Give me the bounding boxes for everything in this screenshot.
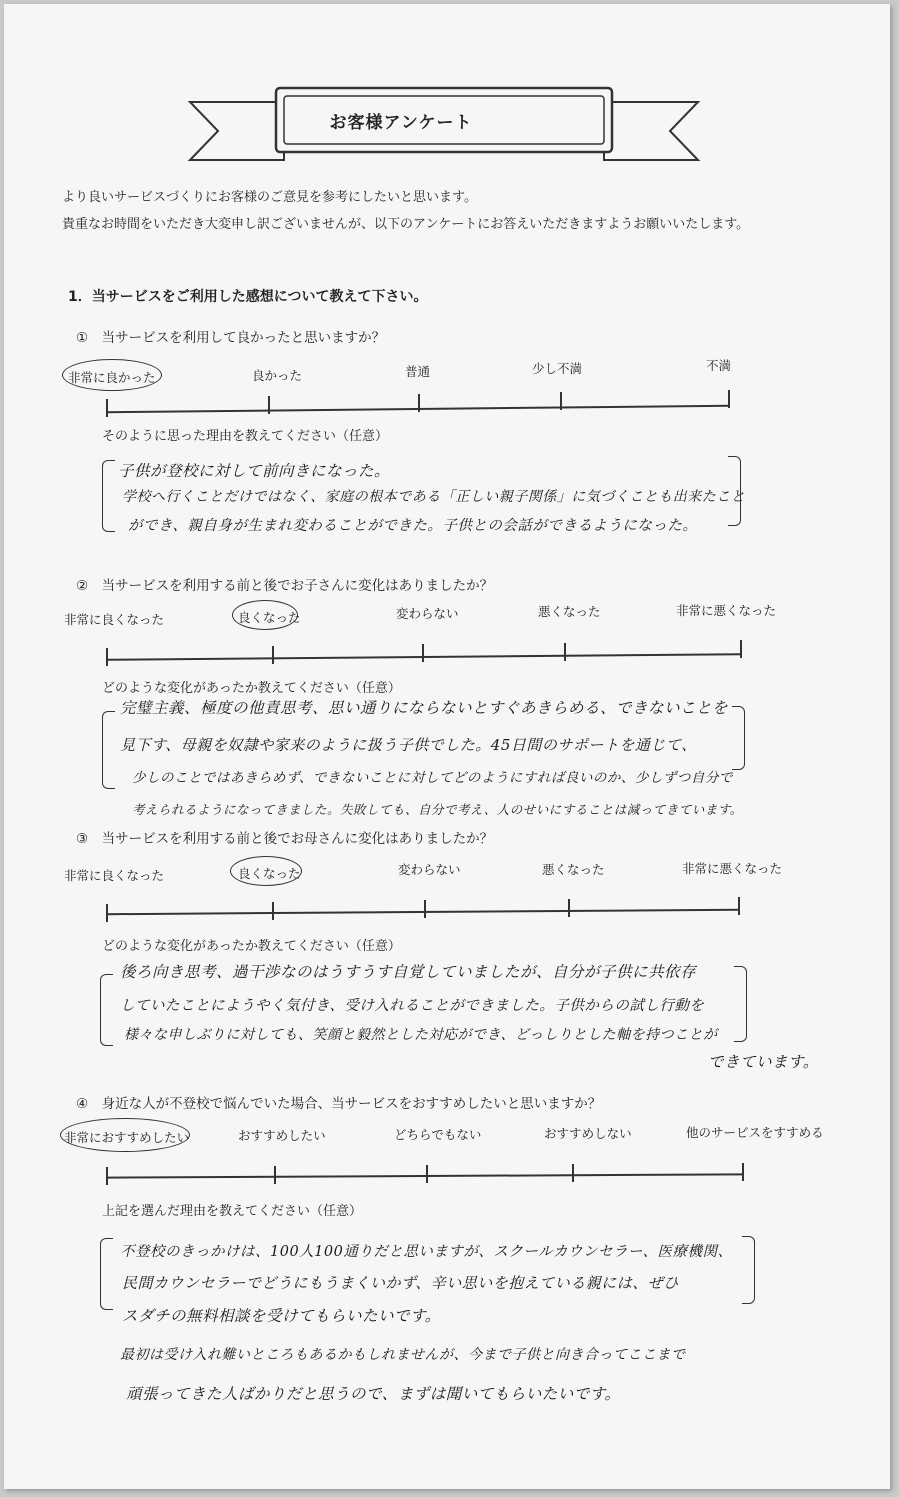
q1-answer-line: 子供が登校に対して前向きになった。 [118,462,391,480]
q3-bracket-left [100,974,113,1046]
q4-option-2[interactable]: おすすめしたい [238,1128,326,1143]
q1-option-4[interactable]: 少し不満 [532,361,583,376]
q4-scale [106,1173,744,1178]
q4-answer-line: スダチの無料相談を受けてもらいたいです。 [122,1307,441,1325]
q4-answer-line: 不登校のきっかけは、100人100通りだと思いますが、スクールカウンセラー、医療機関、 [120,1244,733,1260]
q2-option-5[interactable]: 非常に悪くなった [676,603,777,618]
q4-tick [106,1167,108,1185]
q3-reason-label: どのような変化があったか教えてください（任意） [102,939,401,954]
q3-answer-line: していたことにようやく気付き、受け入れることができました。子供からの試し行動を [120,998,705,1014]
q2-option-3[interactable]: 変わらない [396,606,459,621]
q3-tick [568,899,570,917]
q2-bracket-left [102,711,115,789]
q4-tick [426,1165,428,1183]
q2-reason-label: どのような変化があったか教えてください（任意） [102,681,401,696]
q3-option-1[interactable]: 非常に良くなった [64,868,165,883]
q2-tick [272,646,274,664]
q4-selection-circle [60,1118,190,1152]
q2-question: ② 当サービスを利用する前と後でお子さんに変化はありましたか？ [76,578,494,594]
q3-tick [738,897,740,915]
q2-option-1[interactable]: 非常に良くなった [64,612,165,627]
q4-answer-line: 最初は受け入れ難いところもあるかもしれませんが、今まで子供と向き合ってここまで [120,1347,686,1363]
q1-tick [418,394,420,412]
q4-bracket-left [100,1238,113,1310]
q4-answer-line: 民間カウンセラーでどうにもうまくいかず、辛い思いを抱えている親には、ぜひ [122,1274,679,1292]
q1-answer-line: ができ、親自身が生まれ変わることができた。子供との会話ができるようになった。 [128,518,698,534]
q4-question: ④ 身近な人が不登校で悩んでいた場合、当サービスをおすすめしたいと思いますか？ [76,1096,602,1112]
q3-tick [424,900,426,918]
q2-selection-circle [232,600,298,630]
q1-selection-circle [62,359,162,391]
q4-answer-line: 頑張ってきた人ばかりだと思うので、まずは聞いてもらいたいです。 [126,1385,621,1403]
q1-tick [728,390,730,408]
q3-answer-line: 様々な申しぶりに対しても、笑顔と毅然とした対応ができ、どっしりとした軸を持つことが [124,1027,718,1043]
q4-bracket-right [742,1236,755,1304]
q3-selection-circle [230,856,302,886]
q2-answer-line: 考えられるようになってきました。失敗しても、自分で考え、人のせいにすることは減ってきています。 [132,802,743,817]
survey-sheet [4,4,890,1489]
section-heading: 1．当サービスをご利用した感想について教えて下さい。 [68,289,428,305]
q1-tick [106,399,108,417]
q3-option-4[interactable]: 悪くなった [542,862,605,877]
intro-line-2: 貴重なお時間をいただき大変申し訳ございませんが、以下のアンケートにお答えいただきますようお願いいたします。 [62,217,750,232]
q1-option-2[interactable]: 良かった [252,368,303,383]
q1-option-5[interactable]: 不満 [706,358,732,373]
q3-tick [272,902,274,920]
q1-answer-line: 学校へ行くことだけではなく、家庭の根本である「正しい親子関係」に気づくことも出来たこと [122,489,746,505]
survey-title: お客様アンケート [329,113,473,133]
q4-option-4[interactable]: おすすめしない [544,1126,632,1141]
q4-reason-label: 上記を選んだ理由を教えてください（任意） [102,1204,363,1219]
q3-answer-line: 後ろ向き思考、過干渉なのはうすうす自覚していましたが、自分が子供に共依存 [120,963,697,981]
q1-option-3[interactable]: 普通 [405,364,431,379]
q3-answer-line: できています。 [708,1053,819,1071]
q1-tick [268,396,270,414]
q4-option-3[interactable]: どちらでもない [394,1127,482,1142]
q4-option-1[interactable]: 非常におすすめしたい [64,1130,190,1145]
q3-bracket-right [734,966,747,1042]
q1-option-1[interactable]: 非常に良かった [68,370,156,385]
q3-tick [106,904,108,922]
q1-bracket-left [102,460,115,532]
q4-tick [742,1163,744,1181]
q3-option-2[interactable]: 良くなった [238,866,301,881]
q2-option-2[interactable]: 良くなった [238,610,301,625]
q2-option-4[interactable]: 悪くなった [538,604,601,619]
q2-answer-line: 少しのことではあきらめず、できないことに対してどのようにすれば良いのか、少しずつ自分で [132,770,733,786]
q1-tick [560,392,562,410]
q3-scale [106,909,740,915]
q2-tick [422,644,424,662]
q2-answer-line: 見下す、母親を奴隷や家来のように扱う子供でした。45日間のサポートを通じて、 [120,736,697,754]
q2-tick [106,648,108,666]
q3-question: ③ 当サービスを利用する前と後でお母さんに変化はありましたか？ [76,831,494,847]
q1-reason-label: そのように思った理由を教えてください（任意） [102,429,389,444]
q3-option-3[interactable]: 変わらない [398,862,461,877]
q4-option-5[interactable]: 他のサービスをすすめる [686,1125,824,1140]
intro-line-1: より良いサービスづくりにお客様のご意見を参考にしたいと思います。 [62,190,477,205]
q2-tick [564,643,566,661]
q4-tick [572,1164,574,1182]
q3-option-5[interactable]: 非常に悪くなった [682,861,783,876]
q4-tick [274,1166,276,1184]
q1-question: ① 当サービスを利用して良かったと思いますか？ [76,330,386,346]
q2-tick [740,640,742,658]
q2-bracket-right [732,706,745,770]
q2-scale [106,653,742,661]
q2-answer-line: 完璧主義、極度の他責思考、思い通りにならないとすぐあきらめる、できないことを [120,699,729,717]
